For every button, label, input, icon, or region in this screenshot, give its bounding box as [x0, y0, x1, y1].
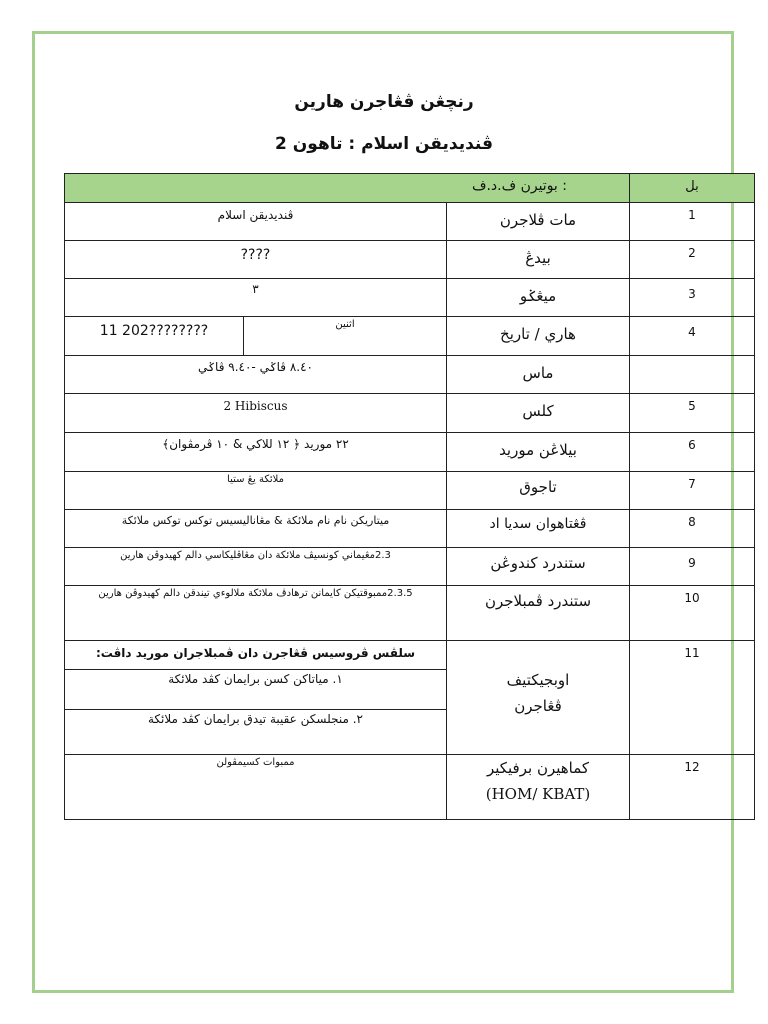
row-3-label: ميڠݢو: [519, 287, 557, 305]
row-8-no-cell: [629, 509, 755, 548]
row-9-value: 2.3مڠيماني کونسيڤ ملائكة دان مڠاڤليکاسي دالم کهيدوڤن هارين: [120, 550, 391, 561]
row-2-value-cell: [64, 240, 447, 279]
row-2-label: بيدڠ: [525, 249, 551, 267]
row-5-label: کلس: [522, 402, 554, 420]
row-4-label-cell: [446, 316, 630, 356]
row-1-no: 1: [688, 208, 696, 222]
row-8-label: ڤڠتاهوان سديا اد: [489, 516, 587, 532]
row-2-label-cell: [446, 240, 630, 279]
row-3-no-cell: [629, 278, 755, 317]
row-3-no: 3: [688, 287, 696, 301]
row-10-value: 2.3.5ممبوقتيکن کايمانن ترهادڤ ملائكة ملالوءي تيندقن دالم کهيدوڤن هارين: [98, 588, 413, 599]
row-8-value: ميتاريکن نام نام ملائکة & مڠاناليسيس توکس توکس ملائکة: [121, 514, 390, 527]
row-5-no: 5: [688, 399, 696, 413]
row-11-heading-cell: [64, 640, 447, 670]
row-4-no-cell: [629, 316, 755, 356]
row-10-no-cell: [629, 585, 755, 641]
row-8-no: 8: [688, 515, 696, 529]
row-12-label-line1: کماهيرن برفيکير: [486, 759, 590, 777]
row-9-label-cell: [446, 547, 630, 586]
row-9-value-cell: [64, 547, 447, 586]
row-time-no-cell: [629, 355, 755, 394]
row-11-item2-cell: [64, 709, 447, 755]
row-12-no: 12: [684, 760, 700, 774]
row-12-label-cell: [446, 754, 630, 820]
row-9-no: 9: [688, 556, 696, 570]
row-11-label-line1: اوبجيکتيف: [506, 671, 570, 689]
row-4-day-cell: [243, 316, 447, 356]
row-9-no-cell: [629, 547, 755, 586]
row-8-label-cell: [446, 509, 630, 548]
row-11-heading: سلڤس ڤروسيس ڤڠاجرن دان ڤمبلاجران موريد داڤت:: [95, 646, 416, 660]
row-2-no-cell: [629, 240, 755, 279]
row-3-value: ٣: [252, 282, 259, 296]
row-4-date: 11 202????????: [99, 323, 209, 339]
row-6-value: ٢٢ موريد ﴿ ١٢ للاکي & ١٠ ڤرمڤوان﴾: [162, 437, 349, 451]
row-time-label-cell: [446, 355, 630, 394]
row-12-no-cell: [629, 754, 755, 820]
row-9-label: ستندرد کندوڠن: [490, 554, 586, 572]
table-header-no: بل: [685, 179, 699, 194]
row-6-label: بيلاڠن موريد: [499, 441, 577, 459]
row-4-no: 4: [688, 325, 696, 339]
row-3-label-cell: [446, 278, 630, 317]
row-10-label: ستندرد ڤمبلاجرن: [484, 592, 592, 610]
row-7-value-cell: [64, 471, 447, 510]
row-2-value: ????: [240, 247, 271, 263]
row-4-date-cell: [64, 316, 244, 356]
row-time-label: ماس: [522, 364, 554, 382]
row-1-no-cell: [629, 202, 755, 241]
row-7-label-cell: [446, 471, 630, 510]
row-5-no-cell: [629, 393, 755, 433]
row-6-no: 6: [688, 438, 696, 452]
row-12-value: ممبوات کسيمڤولن: [216, 757, 295, 768]
document-title: رنچڠن ڤڠاجرن هارين: [294, 92, 474, 112]
row-11-item2: ٢. منجلسکن عقيبة تيدق برايمان کڤد ملائکة: [148, 712, 363, 726]
row-5-value: 2 Hibiscus: [223, 399, 288, 413]
subtitle-number: 2: [275, 134, 287, 154]
row-5-value-cell: [64, 393, 447, 433]
row-1-value-cell: [64, 202, 447, 241]
row-11-item1: ١. مياتاکن کسن برايمان کڤد ملائکة: [168, 672, 343, 686]
row-3-value-cell: [64, 278, 447, 317]
row-4-day: اثنين: [335, 319, 355, 330]
row-10-no: 10: [684, 591, 700, 605]
row-1-value: ڤنديديقن اسلام: [217, 208, 294, 222]
row-6-value-cell: [64, 432, 447, 472]
row-5-label-cell: [446, 393, 630, 433]
row-7-value: ملائكة يڠ ستيا: [227, 474, 284, 485]
row-6-no-cell: [629, 432, 755, 472]
row-11-item1-cell: [64, 669, 447, 710]
row-12-value-cell: [64, 754, 447, 820]
row-10-value-cell: [64, 585, 447, 641]
row-2-no: 2: [688, 246, 696, 260]
row-8-value-cell: [64, 509, 447, 548]
row-11-no: 11: [684, 646, 700, 660]
row-1-label: مات ڤلاجرن: [499, 211, 577, 229]
row-1-label-cell: [446, 202, 630, 241]
table-header-info: : بوتيرن ف.د.ف: [471, 178, 567, 194]
row-7-no-cell: [629, 471, 755, 510]
row-time-value: ٨.٤٠ ڤاݢي -٩.٤٠ ڤاݢي: [198, 360, 313, 374]
subtitle-label: ڤنديديقن اسلام : تاهون: [292, 134, 493, 154]
table-header-no-cell: [629, 173, 755, 203]
row-12-label-line2: (HOM/ KBAT): [485, 785, 591, 803]
row-10-label-cell: [446, 585, 630, 641]
row-11-label-cell: [446, 640, 630, 755]
lesson-plan-table: [64, 173, 755, 820]
row-11-no-cell: [629, 640, 755, 755]
document-subtitle: [0, 134, 768, 154]
row-11-label-line2: ڤڠاجرن: [514, 697, 562, 715]
row-4-label: هاري / تاريخ: [500, 325, 576, 343]
table-header-info-cell: [64, 173, 630, 203]
row-7-no: 7: [688, 477, 696, 491]
row-time-value-cell: [64, 355, 447, 394]
row-6-label-cell: [446, 432, 630, 472]
row-7-label: تاجوق: [519, 478, 557, 496]
